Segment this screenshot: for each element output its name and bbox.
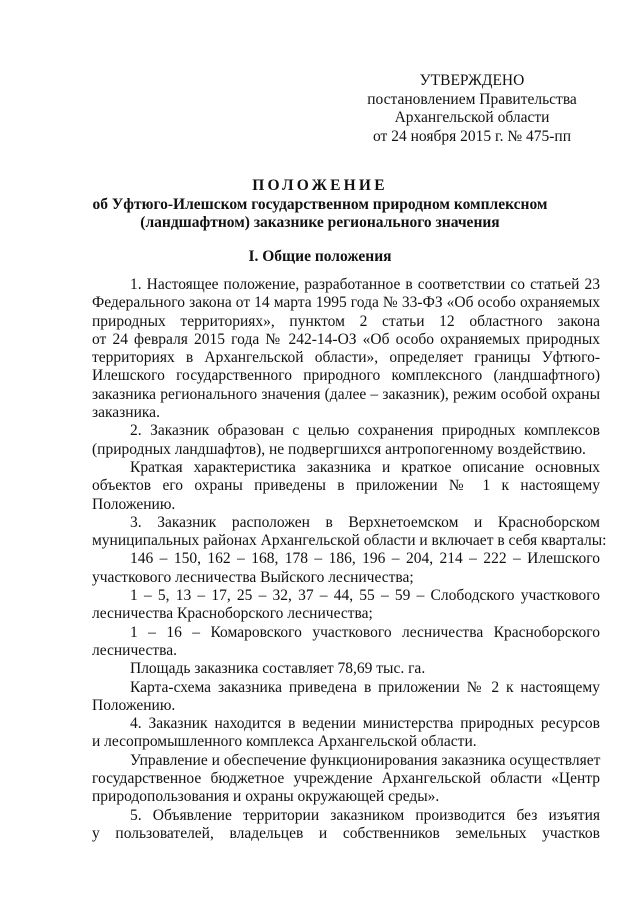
text-line: (природных ландшафтов), не подвергшихся антропогенному воздействию. (92, 440, 586, 458)
text-line: от 24 февраля 2015 года № 242-14-ОЗ «Об особо охраняемых природных (92, 330, 600, 348)
text-line: 4. Заказник находится в ведении министерства природных ресурсов (130, 715, 600, 733)
text-line: 2. Заказник образован с целью сохранения природных комплексов (130, 422, 600, 440)
approval-stamp (352, 72, 592, 146)
text-line: участкового лесничества Выйского лесничества; (92, 568, 414, 586)
approval-line: УТВЕРЖДЕНО (419, 72, 525, 89)
text-line: государственное бюджетное учреждение Архангельской области «Центр (92, 770, 600, 788)
text-line: 5. Объявление территории заказником производится без изъятия (130, 806, 600, 824)
text-line: Илешского государственного природного комплексного (ландшафтного) (92, 367, 600, 385)
text-line: лесничества Красноборского лесничества; (92, 605, 373, 623)
text-line: заказника регионального значения (далее – заказник), режим особой охраны (92, 385, 600, 403)
text-line: Положению. (92, 495, 176, 513)
text-line: Площадь заказника составляет 78,69 тыс. га. (130, 660, 426, 678)
text-line: Управление и обеспечение функционирования заказника осуществляет (130, 751, 601, 769)
text-line: территориях в Архангельской области», определяет границы Уфтюго- (92, 349, 600, 367)
text-line: у пользователей, владельцев и собственников земельных участков (92, 824, 600, 842)
text-line: Положению. (92, 696, 176, 714)
text-line: Федерального закона от 14 марта 1995 года № 33-ФЗ «Об особо охраняемых (92, 294, 600, 312)
document-body (92, 276, 607, 843)
title-subtitle-line: об Уфтюго-Илешском государственном природном комплексном (92, 195, 548, 213)
approval-line: постановлением Правительства (367, 90, 577, 108)
document-title (60, 177, 580, 233)
section-heading: I. Общие положения (248, 248, 392, 265)
text-line: Краткая характеристика заказника и краткое описание основных (130, 458, 600, 476)
text-line: 1 – 5, 13 – 17, 25 – 32, 37 – 44, 55 – 59 – Слободского участкового (130, 587, 600, 605)
text-line: 1. Настоящее положение, разработанное в соответствии со статьей 23 (130, 276, 600, 293)
text-line: 1 – 16 – Комаровского участкового лесничества Красноборского (130, 623, 600, 641)
text-line: 146 – 150, 162 – 168, 178 – 186, 196 – 204, 214 – 222 – Илешского (130, 550, 600, 568)
title-subtitle-line: (ландшафтном) заказнике регионального значения (140, 214, 500, 231)
text-line: муниципальных районах Архангельской области и включает в себя кварталы: (92, 532, 607, 550)
text-line: лесничества. (92, 641, 178, 659)
title-main: ПОЛОЖЕНИЕ (252, 177, 388, 194)
text-line: 3. Заказник расположен в Верхнетоемском и Красноборском (130, 513, 600, 531)
approval-line: от 24 ноября 2015 г. № 475-пп (373, 127, 571, 145)
text-line: заказника. (92, 404, 160, 422)
text-line: природных территориях», пунктом 2 статьи 12 областного закона (92, 312, 600, 330)
text-line: и лесопромышленного комплекса Архангельской области. (92, 733, 477, 751)
approval-line: Архангельской области (394, 109, 550, 126)
text-line: Карта-схема заказника приведена в приложении № 2 к настоящему (130, 678, 600, 696)
text-line: природопользования и охраны окружающей среды». (92, 788, 440, 806)
text-line: объектов его охраны приведены в приложении № 1 к настоящему (92, 477, 600, 495)
